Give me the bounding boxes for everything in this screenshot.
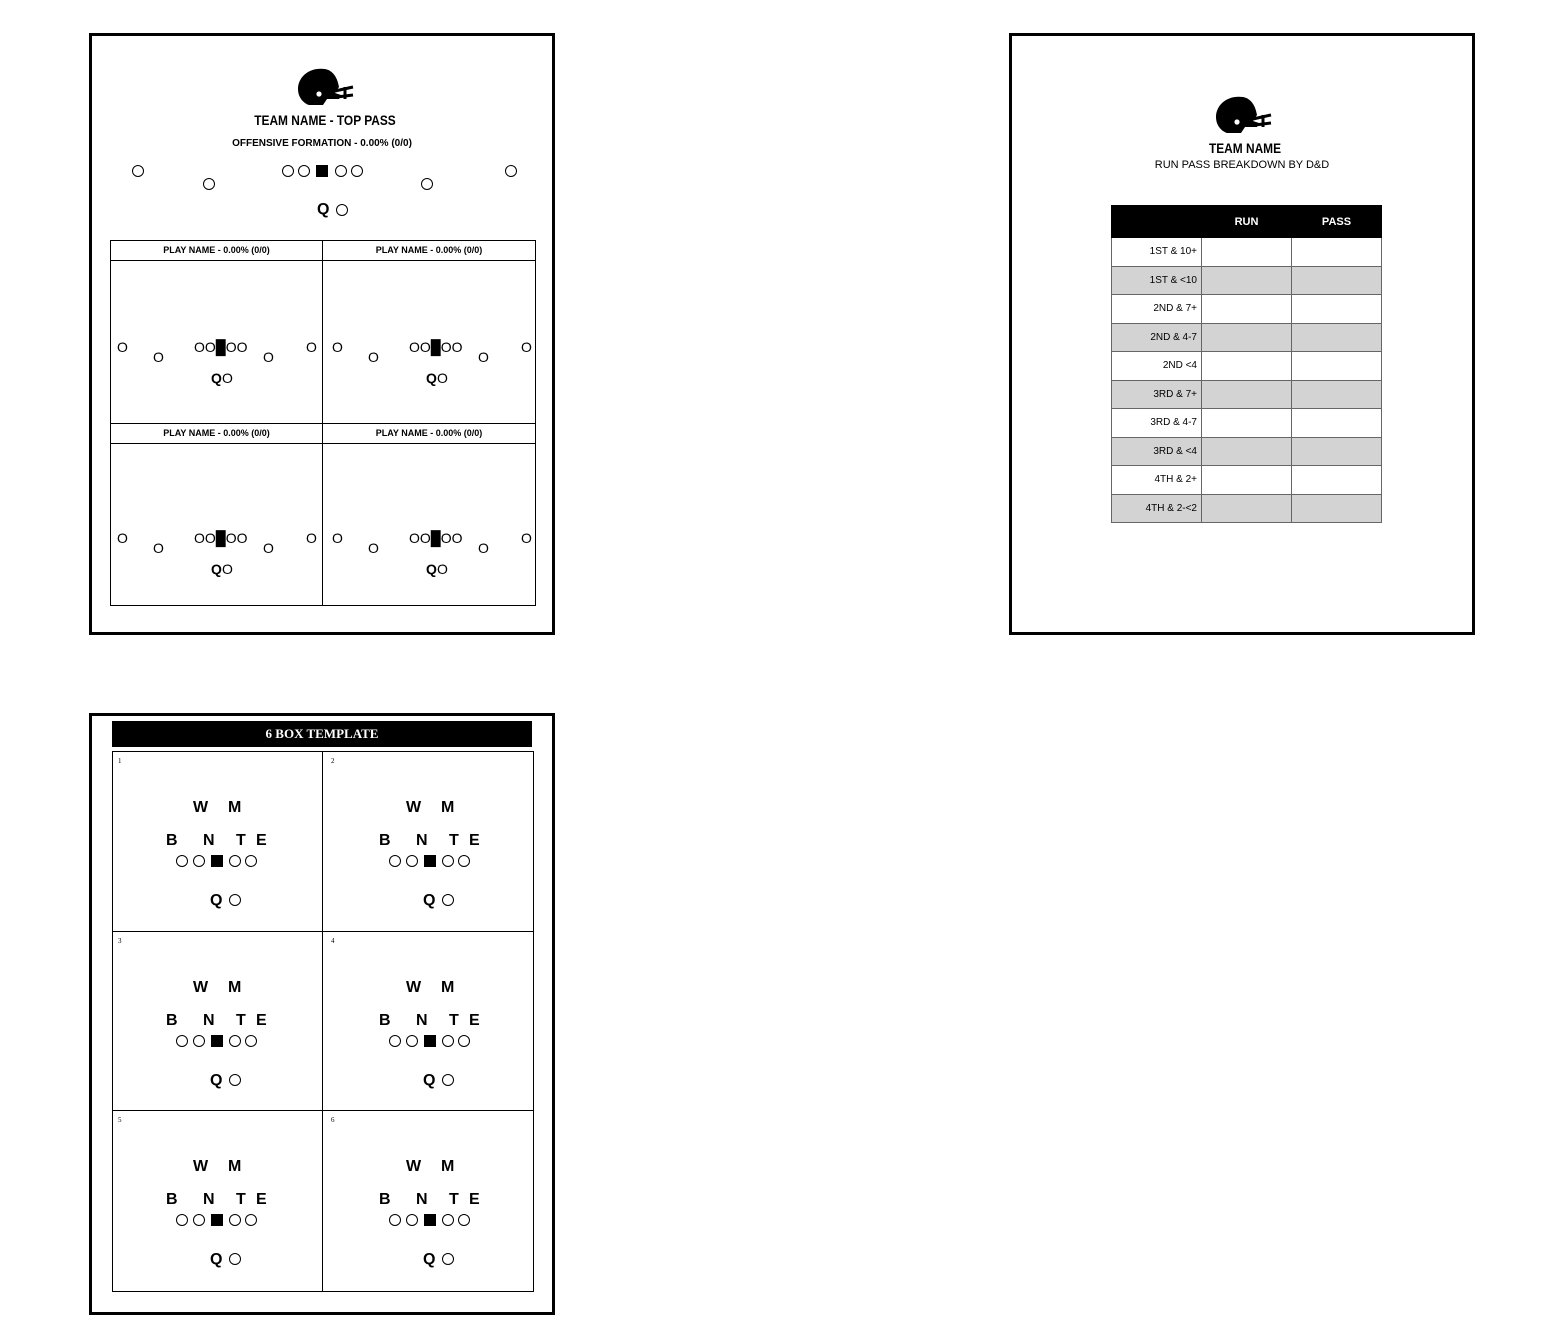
table-row (1112, 323, 1382, 352)
sheet-title: 6 BOX TEMPLATE (112, 721, 532, 747)
defender-n: N (203, 1012, 215, 1029)
slot-marker: O (153, 349, 164, 365)
defender-b: B (379, 1191, 391, 1208)
qb-marker: Q (210, 1251, 223, 1268)
table-row (1112, 494, 1382, 523)
back-marker (442, 894, 454, 906)
defender-b: B (379, 832, 391, 849)
table-row (1112, 466, 1382, 495)
lineman-marker (245, 1035, 257, 1047)
lineman-marker (229, 855, 241, 867)
play-cell (111, 424, 323, 605)
play-label: PLAY NAME - 0.00% (0/0) (111, 241, 322, 261)
box-number: 6 (331, 1116, 335, 1124)
back-marker (229, 1253, 241, 1265)
play-grid (110, 240, 536, 606)
center-marker (424, 1035, 436, 1047)
table-row (1112, 380, 1382, 409)
back-marker (442, 1074, 454, 1086)
defender-w: W (193, 979, 209, 996)
formation-subtitle: OFFENSIVE FORMATION - 0.00% (0/0) (232, 138, 412, 149)
down-distance-label: 4TH & 2-<2 (1112, 494, 1202, 523)
defender-w: W (406, 799, 422, 816)
slot-marker: O (153, 540, 164, 556)
player-marker (351, 165, 363, 177)
defender-n: N (416, 832, 428, 849)
defender-e: E (256, 1012, 267, 1029)
lineman-marker (245, 855, 257, 867)
football-helmet-icon (1213, 93, 1273, 137)
lineman-marker (245, 1214, 257, 1226)
lineman-marker (458, 1214, 470, 1226)
football-helmet-icon (295, 65, 355, 109)
qb-marker: Q (210, 1072, 223, 1089)
run-cell (1202, 437, 1292, 466)
center-marker (424, 855, 436, 867)
run-cell (1202, 380, 1292, 409)
back-marker: O (437, 561, 448, 577)
back-marker (229, 1074, 241, 1086)
defense-box (323, 752, 533, 932)
center-marker (211, 1035, 223, 1047)
defender-b: B (166, 832, 178, 849)
defender-t: T (236, 1191, 246, 1208)
slot-marker: O (478, 540, 489, 556)
wr-marker: O (117, 530, 128, 546)
defender-e: E (469, 1191, 480, 1208)
play-cell (323, 241, 535, 424)
lineman-marker (193, 855, 205, 867)
run-cell (1202, 295, 1292, 324)
slot-marker: O (368, 540, 379, 556)
sheet-title: TEAM NAME (1208, 140, 1282, 156)
defender-t: T (236, 1012, 246, 1029)
defender-w: W (406, 979, 422, 996)
lineman-marker (229, 1035, 241, 1047)
down-distance-label: 2ND <4 (1112, 352, 1202, 381)
wr-marker: O (306, 339, 317, 355)
defense-box (323, 932, 533, 1111)
lineman-marker (458, 855, 470, 867)
defender-t: T (449, 832, 459, 849)
play-label: PLAY NAME - 0.00% (0/0) (323, 424, 535, 444)
player-marker (335, 165, 347, 177)
run-cell (1202, 266, 1292, 295)
player-marker (336, 204, 348, 216)
defender-e: E (256, 832, 267, 849)
defender-w: W (193, 1158, 209, 1175)
down-distance-label: 4TH & 2+ (1112, 466, 1202, 495)
player-marker (203, 178, 215, 190)
player-marker (505, 165, 517, 177)
lineman-marker (442, 855, 454, 867)
lineman-marker (406, 1214, 418, 1226)
qb-marker: Q (423, 892, 436, 909)
defender-m: M (441, 799, 455, 816)
lineman-marker (389, 855, 401, 867)
lineman-marker (176, 1035, 188, 1047)
pass-cell (1292, 266, 1382, 295)
lineman-marker (442, 1035, 454, 1047)
player-marker (298, 165, 310, 177)
defender-b: B (379, 1012, 391, 1029)
table-row (1112, 352, 1382, 381)
box-number: 1 (118, 757, 122, 765)
lineman-marker (193, 1035, 205, 1047)
lineman-marker (458, 1035, 470, 1047)
column-header: PASS (1292, 206, 1382, 238)
box-number: 5 (118, 1116, 122, 1124)
defender-n: N (203, 1191, 215, 1208)
wr-marker: O (332, 339, 343, 355)
player-marker (282, 165, 294, 177)
qb-marker: Q (426, 370, 437, 386)
defense-box (113, 932, 323, 1111)
run-cell (1202, 323, 1292, 352)
pass-cell (1292, 494, 1382, 523)
pass-cell (1292, 409, 1382, 438)
table-row (1112, 437, 1382, 466)
back-marker (229, 894, 241, 906)
back-marker: O (437, 370, 448, 386)
run-cell (1202, 238, 1292, 267)
column-header: RUN (1202, 206, 1292, 238)
run-cell (1202, 494, 1292, 523)
back-marker: O (222, 561, 233, 577)
defender-b: B (166, 1012, 178, 1029)
lineman-marker (406, 855, 418, 867)
lineman-marker (389, 1214, 401, 1226)
defender-e: E (469, 1012, 480, 1029)
lineman-marker (193, 1214, 205, 1226)
qb-marker: Q (211, 370, 222, 386)
table-row (1112, 238, 1382, 267)
pass-cell (1292, 352, 1382, 381)
box-number: 3 (118, 937, 122, 945)
lineman-marker (229, 1214, 241, 1226)
play-label: PLAY NAME - 0.00% (0/0) (111, 424, 322, 444)
defender-n: N (203, 832, 215, 849)
center-marker (211, 1214, 223, 1226)
defender-t: T (449, 1191, 459, 1208)
down-distance-label: 2ND & 7+ (1112, 295, 1202, 324)
down-distance-label: 1ST & 10+ (1112, 238, 1202, 267)
formation-sheet (89, 33, 555, 635)
center-marker (316, 165, 328, 177)
six-box-grid (112, 751, 534, 1292)
lineman-marker (176, 1214, 188, 1226)
six-box-sheet (89, 713, 555, 1315)
line-markers: OO█OO (409, 530, 463, 546)
slot-marker: O (478, 349, 489, 365)
play-cell (323, 424, 535, 605)
defender-m: M (228, 979, 242, 996)
down-distance-label: 3RD & 4-7 (1112, 409, 1202, 438)
defender-w: W (193, 799, 209, 816)
table-row (1112, 295, 1382, 324)
down-distance-label: 3RD & 7+ (1112, 380, 1202, 409)
back-marker: O (222, 370, 233, 386)
pass-cell (1292, 323, 1382, 352)
pass-cell (1292, 466, 1382, 495)
slot-marker: O (263, 349, 274, 365)
slot-marker: O (368, 349, 379, 365)
line-markers: OO█OO (194, 339, 248, 355)
column-header (1112, 206, 1202, 238)
player-marker (421, 178, 433, 190)
qb-marker: Q (426, 561, 437, 577)
pass-cell (1292, 238, 1382, 267)
slot-marker: O (263, 540, 274, 556)
table-header-row (1112, 206, 1382, 238)
sheet-title: TEAM NAME - TOP PASS (254, 112, 396, 128)
table-row (1112, 409, 1382, 438)
qb-marker: Q (423, 1251, 436, 1268)
play-label: PLAY NAME - 0.00% (0/0) (323, 241, 535, 261)
wr-marker: O (332, 530, 343, 546)
defender-t: T (449, 1012, 459, 1029)
run-pass-table (1111, 205, 1382, 523)
pass-cell (1292, 295, 1382, 324)
defender-n: N (416, 1191, 428, 1208)
defender-m: M (228, 1158, 242, 1175)
player-marker (132, 165, 144, 177)
table-row (1112, 266, 1382, 295)
run-cell (1202, 352, 1292, 381)
box-number: 4 (331, 937, 335, 945)
qb-marker: Q (317, 201, 330, 218)
defense-box (323, 1111, 533, 1291)
qb-marker: Q (423, 1072, 436, 1089)
center-marker (424, 1214, 436, 1226)
down-distance-label: 1ST & <10 (1112, 266, 1202, 295)
center-marker (211, 855, 223, 867)
defender-m: M (441, 1158, 455, 1175)
lineman-marker (389, 1035, 401, 1047)
wr-marker: O (521, 339, 532, 355)
qb-marker: Q (210, 892, 223, 909)
defender-e: E (256, 1191, 267, 1208)
run-cell (1202, 409, 1292, 438)
run-pass-sheet (1009, 33, 1475, 635)
lineman-marker (176, 855, 188, 867)
down-distance-label: 3RD & <4 (1112, 437, 1202, 466)
line-markers: OO█OO (409, 339, 463, 355)
wr-marker: O (521, 530, 532, 546)
box-number: 2 (331, 757, 335, 765)
defense-box (113, 1111, 323, 1291)
defender-n: N (416, 1012, 428, 1029)
defender-m: M (228, 799, 242, 816)
defender-m: M (441, 979, 455, 996)
wr-marker: O (306, 530, 317, 546)
play-cell (111, 241, 323, 424)
wr-marker: O (117, 339, 128, 355)
defender-w: W (406, 1158, 422, 1175)
lineman-marker (406, 1035, 418, 1047)
run-cell (1202, 466, 1292, 495)
defender-e: E (469, 832, 480, 849)
down-distance-label: 2ND & 4-7 (1112, 323, 1202, 352)
qb-marker: Q (211, 561, 222, 577)
pass-cell (1292, 380, 1382, 409)
defender-b: B (166, 1191, 178, 1208)
line-markers: OO█OO (194, 530, 248, 546)
sheet-subtitle: RUN PASS BREAKDOWN BY D&D (1154, 159, 1330, 171)
back-marker (442, 1253, 454, 1265)
defense-box (113, 752, 323, 932)
pass-cell (1292, 437, 1382, 466)
defender-t: T (236, 832, 246, 849)
lineman-marker (442, 1214, 454, 1226)
